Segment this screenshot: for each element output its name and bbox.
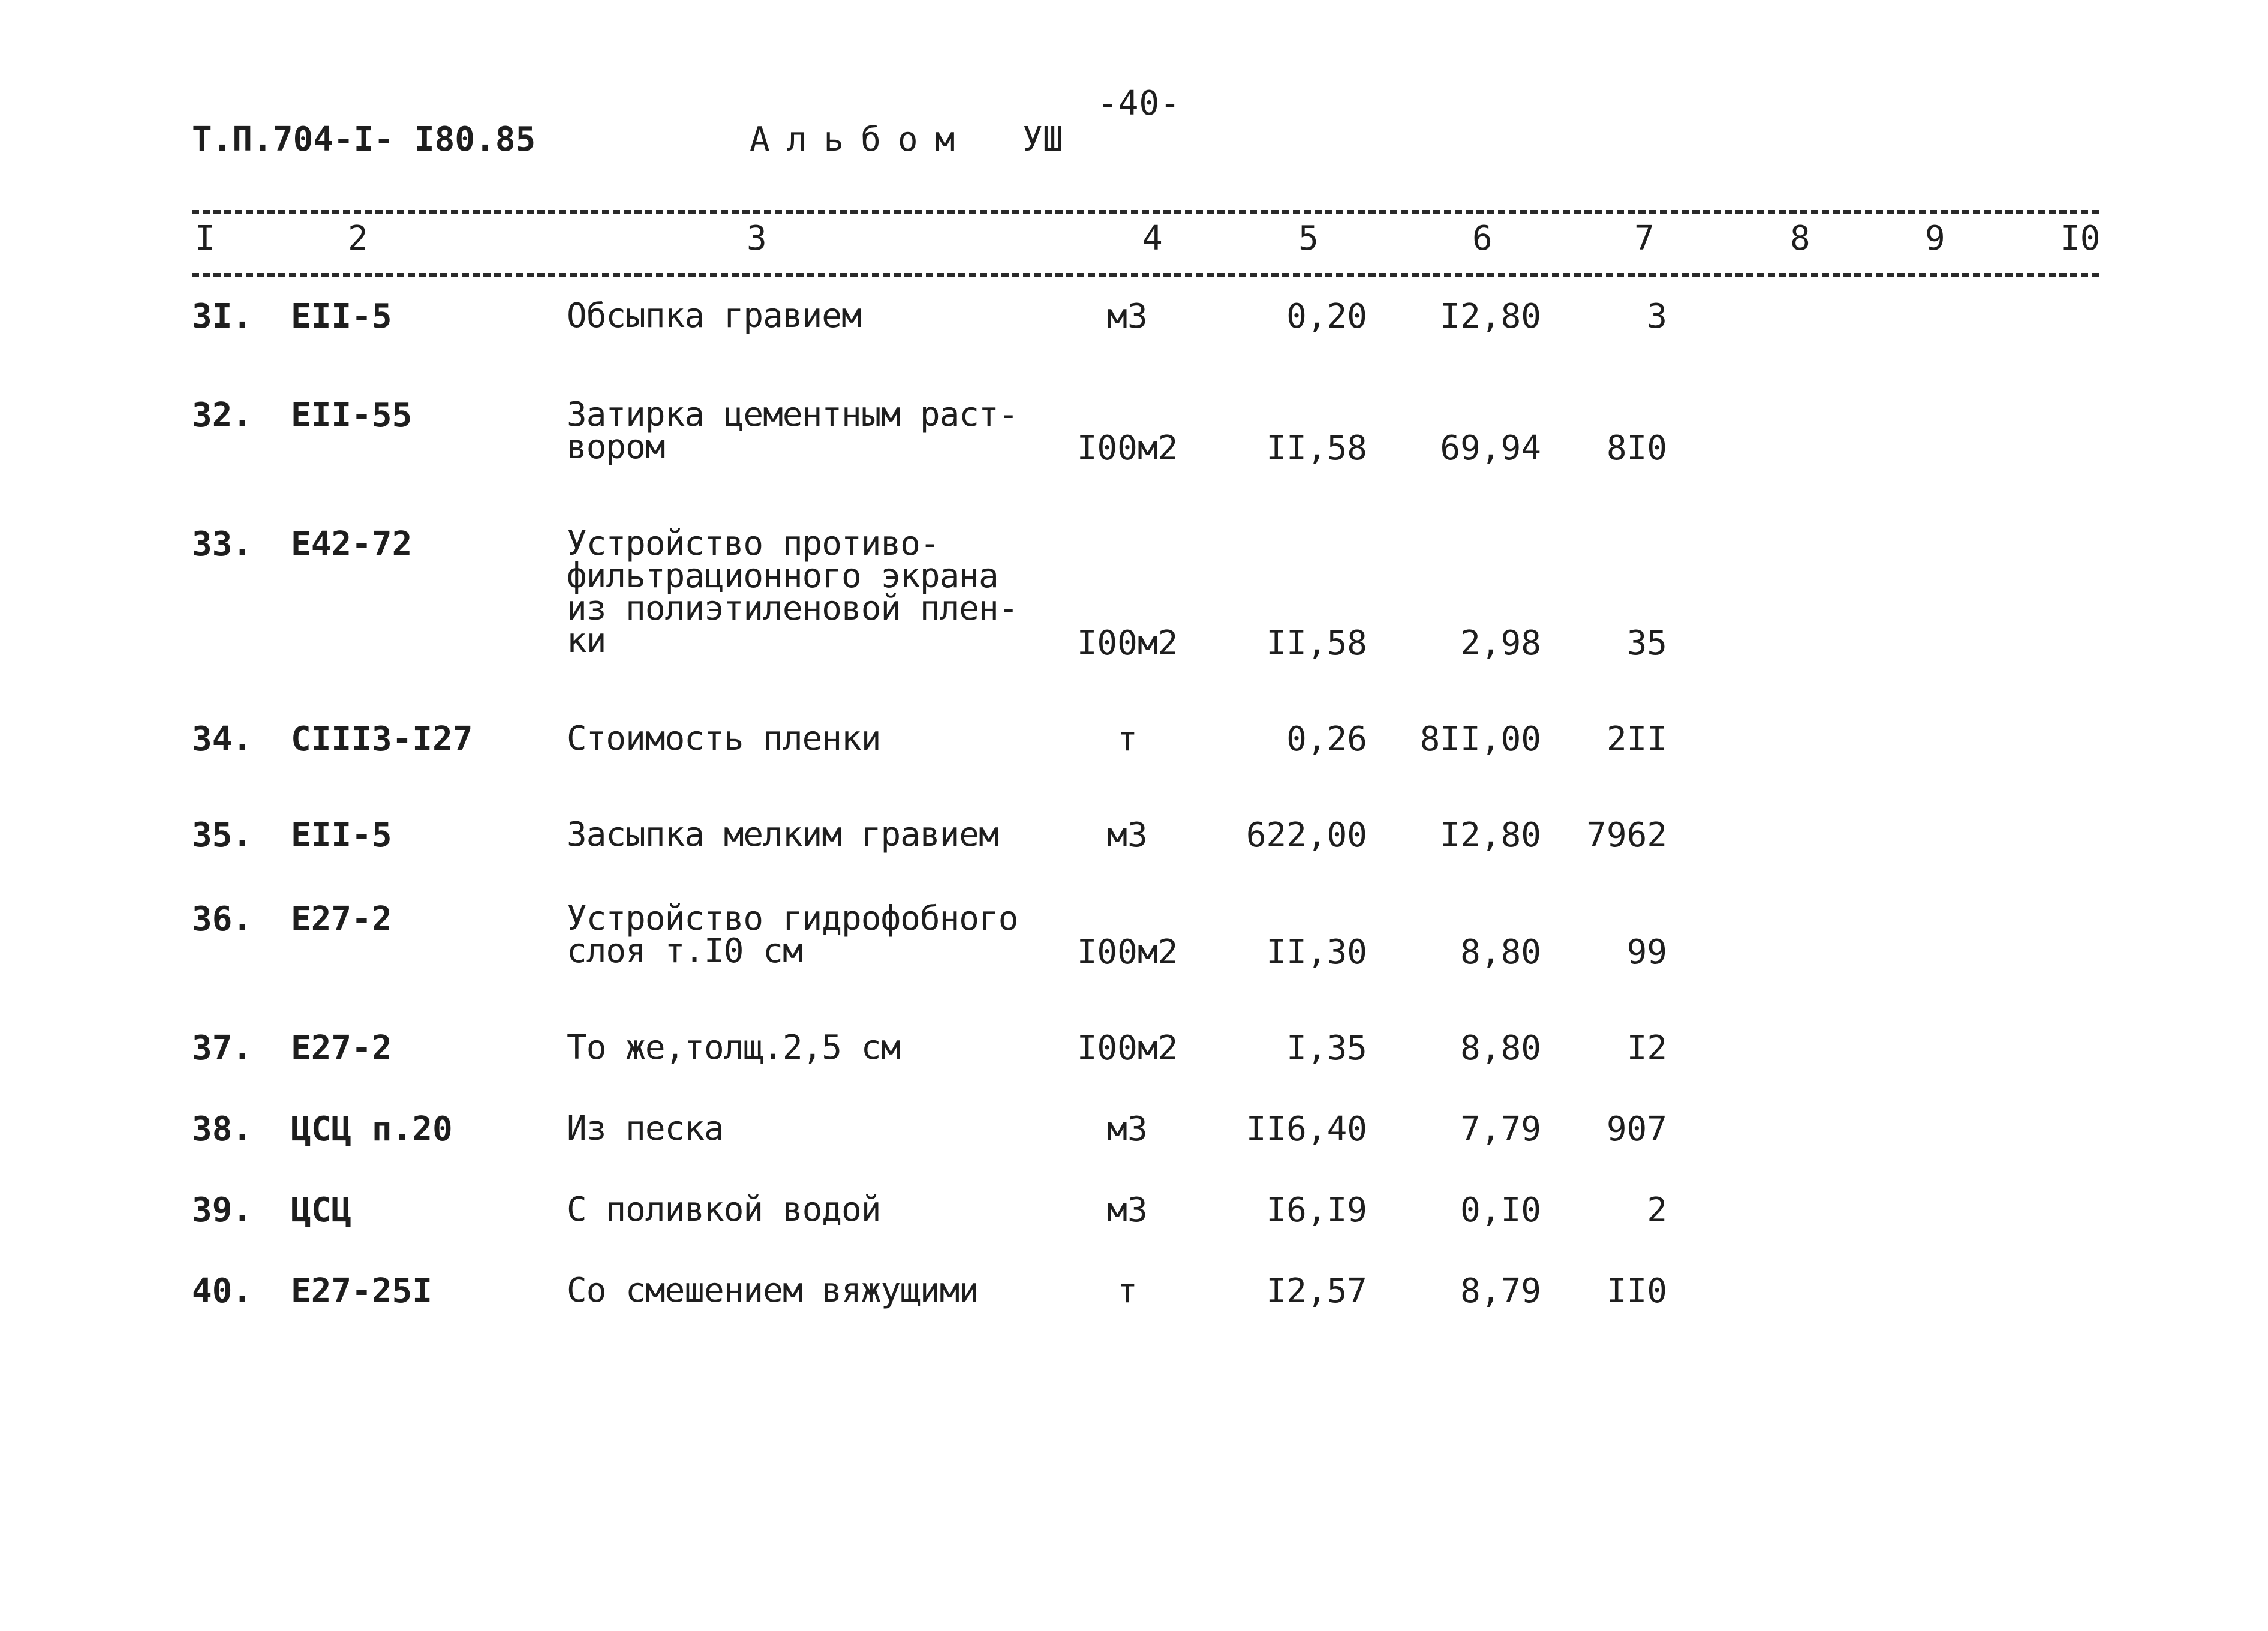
unit: м3 bbox=[1107, 816, 1148, 855]
row-number: 33. bbox=[192, 525, 253, 564]
quantity: 0,26 bbox=[1286, 720, 1367, 759]
unit-price: 8II,00 bbox=[1419, 720, 1541, 759]
total-cost: II0 bbox=[1606, 1272, 1667, 1311]
unit-price: I2,80 bbox=[1440, 297, 1541, 336]
unit: I00м2 bbox=[1076, 429, 1178, 468]
total-cost: 35 bbox=[1626, 624, 1667, 663]
unit: т bbox=[1117, 720, 1138, 759]
work-description: Затирка цементным раст- вором bbox=[567, 395, 1018, 467]
work-description: Засыпка мелким гравием bbox=[567, 815, 998, 854]
unit: м3 bbox=[1107, 297, 1148, 336]
total-cost: 2 bbox=[1647, 1191, 1667, 1230]
total-cost: I2 bbox=[1626, 1029, 1667, 1068]
document-code: Т.П.704-I- I80.85 bbox=[192, 120, 536, 159]
row-number: 40. bbox=[192, 1272, 253, 1311]
quantity: I6,I9 bbox=[1266, 1191, 1367, 1230]
total-cost: 7962 bbox=[1586, 816, 1667, 855]
page-number: -40- bbox=[1097, 84, 1181, 123]
work-description: Из песка bbox=[567, 1109, 724, 1148]
album-title: Альбом bbox=[750, 120, 972, 159]
work-description: Обсыпка гравием bbox=[567, 296, 861, 335]
column-header-3: 3 bbox=[747, 219, 767, 258]
unit-price: 8,79 bbox=[1460, 1272, 1541, 1311]
column-header-10: I0 bbox=[2060, 219, 2101, 258]
column-header-7: 7 bbox=[1634, 219, 1655, 258]
total-cost: 907 bbox=[1606, 1110, 1667, 1149]
rate-code: E27-25I bbox=[291, 1272, 433, 1311]
work-description: Стоимость пленки bbox=[567, 719, 881, 758]
total-cost: 99 bbox=[1626, 933, 1667, 972]
unit-price: 2,98 bbox=[1460, 624, 1541, 663]
total-cost: 8I0 bbox=[1606, 429, 1667, 468]
rate-code: ЦСЦ bbox=[291, 1191, 352, 1230]
row-number: 34. bbox=[192, 720, 253, 759]
rate-code: E42-72 bbox=[291, 525, 413, 564]
album-number: УШ bbox=[1022, 120, 1063, 159]
work-description: Устройство гидрофобного слоя т.I0 см bbox=[567, 899, 1018, 971]
row-number: 37. bbox=[192, 1029, 253, 1068]
row-number: 39. bbox=[192, 1191, 253, 1230]
rate-code: CIII3-I27 bbox=[291, 720, 473, 759]
column-header-4: 4 bbox=[1142, 219, 1163, 258]
quantity: II,58 bbox=[1266, 429, 1367, 468]
unit: м3 bbox=[1107, 1191, 1148, 1230]
column-header-1: I bbox=[195, 219, 215, 258]
rate-code: E27-2 bbox=[291, 900, 392, 939]
column-header-5: 5 bbox=[1298, 219, 1319, 258]
row-number: 36. bbox=[192, 900, 253, 939]
column-header-9: 9 bbox=[1925, 219, 1945, 258]
work-description: То же,толщ.2,5 см bbox=[567, 1028, 901, 1067]
unit-price: 69,94 bbox=[1440, 429, 1541, 468]
unit-price: 8,80 bbox=[1460, 933, 1541, 972]
work-description: Устройство противо- фильтрационного экрана из полиэтиленовой плен- ки bbox=[567, 524, 1018, 660]
header-rule-top bbox=[192, 210, 2099, 214]
unit: I00м2 bbox=[1076, 1029, 1178, 1068]
quantity: II6,40 bbox=[1246, 1110, 1367, 1149]
unit: т bbox=[1117, 1272, 1138, 1311]
unit: м3 bbox=[1107, 1110, 1148, 1149]
unit-price: 8,80 bbox=[1460, 1029, 1541, 1068]
quantity: 0,20 bbox=[1286, 297, 1367, 336]
unit: I00м2 bbox=[1076, 933, 1178, 972]
column-header-2: 2 bbox=[348, 219, 368, 258]
header-rule-bottom bbox=[192, 273, 2099, 277]
rate-code: EII-55 bbox=[291, 396, 413, 435]
column-header-8: 8 bbox=[1790, 219, 1810, 258]
unit-price: I2,80 bbox=[1440, 816, 1541, 855]
work-description: Со смешением вяжущими bbox=[567, 1271, 979, 1310]
row-number: 32. bbox=[192, 396, 253, 435]
quantity: 622,00 bbox=[1246, 816, 1367, 855]
quantity: II,30 bbox=[1266, 933, 1367, 972]
total-cost: 2II bbox=[1606, 720, 1667, 759]
rate-code: ЦСЦ п.20 bbox=[291, 1110, 453, 1149]
total-cost: 3 bbox=[1647, 297, 1667, 336]
quantity: I2,57 bbox=[1266, 1272, 1367, 1311]
work-description: С поливкой водой bbox=[567, 1190, 881, 1229]
column-header-6: 6 bbox=[1472, 219, 1493, 258]
unit-price: 0,I0 bbox=[1460, 1191, 1541, 1230]
rate-code: EII-5 bbox=[291, 816, 392, 855]
unit: I00м2 bbox=[1076, 624, 1178, 663]
rate-code: EII-5 bbox=[291, 297, 392, 336]
quantity: II,58 bbox=[1266, 624, 1367, 663]
rate-code: E27-2 bbox=[291, 1029, 392, 1068]
row-number: 38. bbox=[192, 1110, 253, 1149]
row-number: 35. bbox=[192, 816, 253, 855]
row-number: 3I. bbox=[192, 297, 253, 336]
unit-price: 7,79 bbox=[1460, 1110, 1541, 1149]
quantity: I,35 bbox=[1286, 1029, 1367, 1068]
